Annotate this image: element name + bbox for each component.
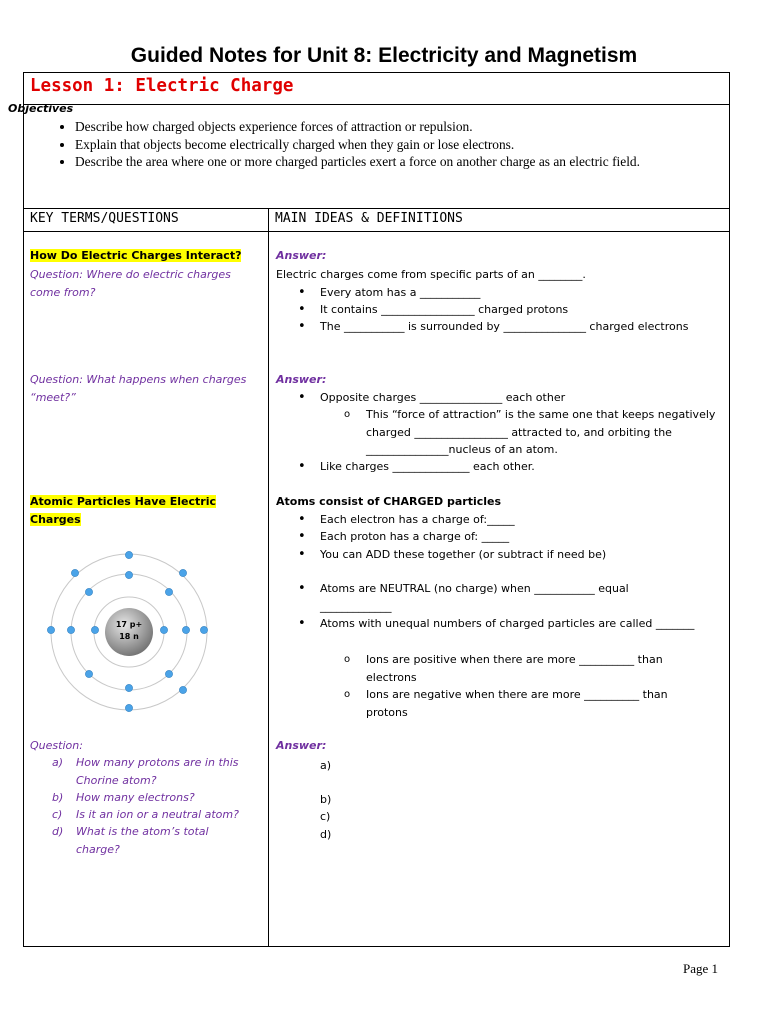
electron-dot xyxy=(179,686,186,693)
electron-dot xyxy=(91,626,98,633)
bullet-item: • Opposite charges _______________ each other xyxy=(320,389,710,407)
lesson-header-row xyxy=(24,73,729,105)
bullet-item: • Atoms with unequal numbers of charged particles are called _______ xyxy=(320,615,725,633)
page-title: Guided Notes for Unit 8: Electricity and Magnetism xyxy=(130,44,638,67)
heading-highlight: Atomic Particles Have Electric Charges xyxy=(30,495,217,526)
electron-dot xyxy=(125,684,132,691)
question-label: Question: xyxy=(30,739,83,752)
column-header-key-terms: KEY TERMS/QUESTIONS xyxy=(30,211,179,226)
bullet-item: • The ___________ is surrounded by _______________ charged electrons xyxy=(320,318,705,336)
atom-diagram xyxy=(40,540,220,720)
objectives-list xyxy=(48,118,735,171)
answer-line: d) xyxy=(320,828,332,841)
column-header-main-ideas: MAIN IDEAS & DEFINITIONS xyxy=(275,211,463,226)
electron-dot xyxy=(182,626,189,633)
question-text: Is it an ion or a neutral atom? xyxy=(76,808,239,821)
electron-dot xyxy=(179,569,186,576)
bullet-item: • You can ADD these together (or subtract if need be) xyxy=(320,546,710,564)
question-letter: c) xyxy=(52,808,63,821)
nucleus-neutrons-label: 18 n xyxy=(119,632,139,641)
section-heading xyxy=(30,493,225,528)
electron-dot xyxy=(125,704,132,711)
electron-dot xyxy=(47,626,54,633)
bullet-item: • Atoms are NEUTRAL (no charge) when ___________ equal _____________ xyxy=(320,580,665,615)
question-text: What is the atom’s total charge? xyxy=(76,825,209,856)
bullet-item: • It contains _________________ charged protons xyxy=(320,301,710,319)
answer-line: c) xyxy=(320,810,331,823)
question-text: How many protons are in this Chorine atom? xyxy=(76,756,239,787)
bullet-item: • Every atom has a ___________ xyxy=(320,284,710,302)
heading-highlight: How Do Electric Charges Interact? xyxy=(30,249,242,262)
sub-bullet-item: o This “force of attraction” is the same one that keeps negatively charged _________________ attracted to, and orbiting the _______________nucleus of an atom. xyxy=(366,406,718,459)
question-text: How many electrons? xyxy=(76,791,195,804)
objective-item: • Explain that objects become electrically charged when they gain or lose electrons. xyxy=(75,136,735,154)
electron-dot xyxy=(125,571,132,578)
sub-bullet-item: o Ions are positive when there are more __________ than electrons xyxy=(366,651,706,686)
divider xyxy=(23,231,730,232)
sub-bullet-item: o Ions are negative when there are more __________ than protons xyxy=(366,686,706,721)
divider xyxy=(23,208,730,209)
question-charges-meet: Question: What happens when charges “meet?” xyxy=(30,373,247,404)
objective-item: • Describe how charged objects experience forces of attraction or repulsion. xyxy=(75,118,735,136)
electron-dot xyxy=(125,551,132,558)
bullet-item: • Like charges ______________ each other. xyxy=(320,458,710,476)
bullet-item: • Each electron has a charge of:_____ xyxy=(320,511,710,529)
question-letter: a) xyxy=(52,756,64,769)
question-letter: b) xyxy=(52,791,64,804)
lesson-title: Lesson 1: Electric Charge xyxy=(30,76,294,96)
answer-label: Answer: xyxy=(276,373,327,386)
answer-label: Answer: xyxy=(276,739,327,752)
electron-dot xyxy=(67,626,74,633)
answer-line: a) xyxy=(320,759,332,772)
nucleus-protons-label: 17 p+ xyxy=(115,620,143,629)
answer-intro: Electric charges come from specific parts of an ________. xyxy=(276,268,586,281)
electron-dot xyxy=(165,588,172,595)
objectives-label: Objectives xyxy=(8,102,74,115)
electron-dot xyxy=(200,626,207,633)
answer-line: b) xyxy=(320,793,332,806)
electron-dot xyxy=(85,670,92,677)
question-letter: d) xyxy=(52,825,64,838)
electron-dot xyxy=(71,569,78,576)
answer-label: Answer: xyxy=(276,249,327,262)
section-subheading: Atoms consist of CHARGED particles xyxy=(276,495,502,508)
electron-dot xyxy=(165,670,172,677)
electron-dot xyxy=(160,626,167,633)
page-number: Page 1 xyxy=(683,961,719,976)
column-divider xyxy=(268,208,269,947)
electron-dot xyxy=(85,588,92,595)
section-heading xyxy=(30,247,270,265)
bullet-item: • Each proton has a charge of: _____ xyxy=(320,528,710,546)
question-origin: Question: Where do electric charges come from? xyxy=(30,268,231,299)
objective-item: • Describe the area where one or more charged particles exert a force on another charge as an electric field. xyxy=(75,153,735,171)
